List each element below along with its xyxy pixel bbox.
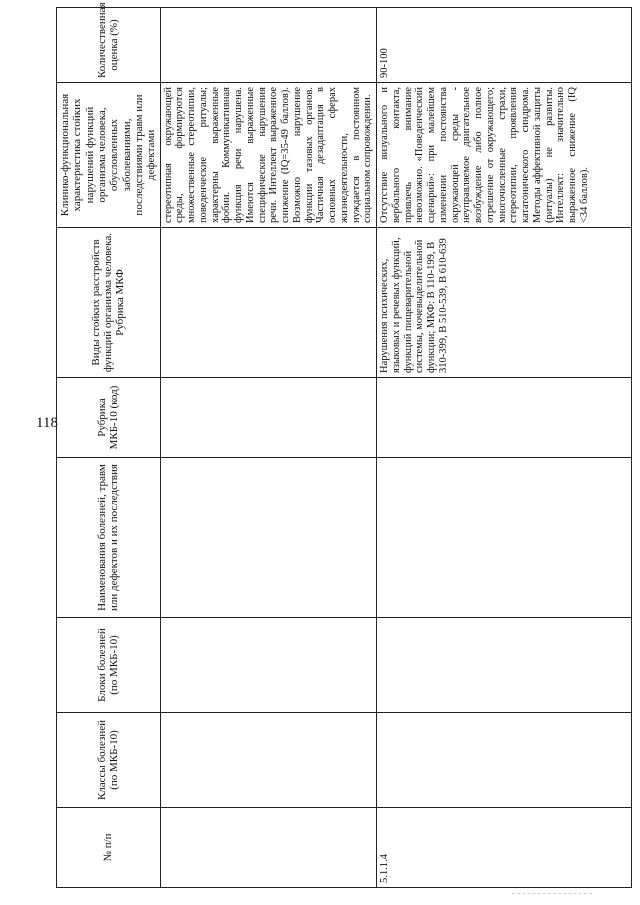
table-row: [160, 8, 377, 888]
cell-classes: [160, 713, 377, 808]
cell-names: [377, 458, 632, 618]
header-score: Количественная оценка (%): [57, 8, 161, 83]
header-clinical: Клинико-функциональная характеристика стойких нарушений функций организма человека, обусловленных заболеваниями, последствиями травм или дефектами: [57, 83, 161, 228]
cell-types: Нарушения психических, языковых и речевых функций, функций пищеварительной системы, мочевыделительной функции; МКФ: В 110-199, В 310-399, В 510-539, В 610-639: [377, 228, 632, 378]
table-row: [377, 8, 632, 888]
cell-types: [160, 228, 377, 378]
header-names: Наименования болезней, травм или дефектов и их последствия: [57, 458, 161, 618]
header-rubric: Рубрика МКБ-10 (код): [57, 378, 161, 458]
cell-clinical: Отсутствие визуального и вербального контакта, привлечь внимание невозможно. «Поведенческий сценарий»: при малейшем изменении постоянства окружающей среды - неуправляемое двигательное возбуждение либо полное отрешение от окружающего; многочисленные страхи, стереотипии, проявления кататонического синдрома. Методы аффективной защиты (ритуалы) не развиты. Интеллект: значительно выраженное снижение (IQ <34 баллов).: [377, 83, 632, 228]
header-blocks: Блоки болезней (по МКБ-10): [57, 618, 161, 713]
cell-blocks: [377, 618, 632, 713]
rotated-page: [56, 0, 590, 893]
table-header-row: [57, 8, 161, 888]
cell-num: 5.1.1.4: [377, 808, 632, 888]
cell-num: [160, 808, 377, 888]
cell-score: [160, 8, 377, 83]
page-number: 118: [36, 415, 58, 431]
disability-criteria-table: [56, 2, 632, 888]
cell-classes: [377, 713, 632, 808]
cell-names: [160, 458, 377, 618]
header-types: Виды стойких расстройств функций организма человека. Рубрика МКФ: [57, 228, 161, 378]
cell-rubric: [377, 378, 632, 458]
cell-score: 90-100: [377, 8, 632, 83]
cell-blocks: [160, 618, 377, 713]
scan-artifact: [512, 893, 592, 896]
header-num: № п/п: [57, 808, 161, 888]
cell-clinical: стереотипная окружающей среды, формируются множественные стереотипии, поведенческие ритуалы; характерны выраженные фобии. Коммуникативная функция речи нарушена. Имеются выраженные специфические нарушения речи. Интеллект выраженное снижение (IQ=35-49 баллов). Возможно нарушение функции тазовых органов. Частичная дезадаптация в основных сферах жизнедеятельности, нуждается в постоянном социальном сопровождении.: [160, 83, 377, 228]
cell-rubric: [160, 378, 377, 458]
header-classes: Классы болезней (по МКБ-10): [57, 713, 161, 808]
